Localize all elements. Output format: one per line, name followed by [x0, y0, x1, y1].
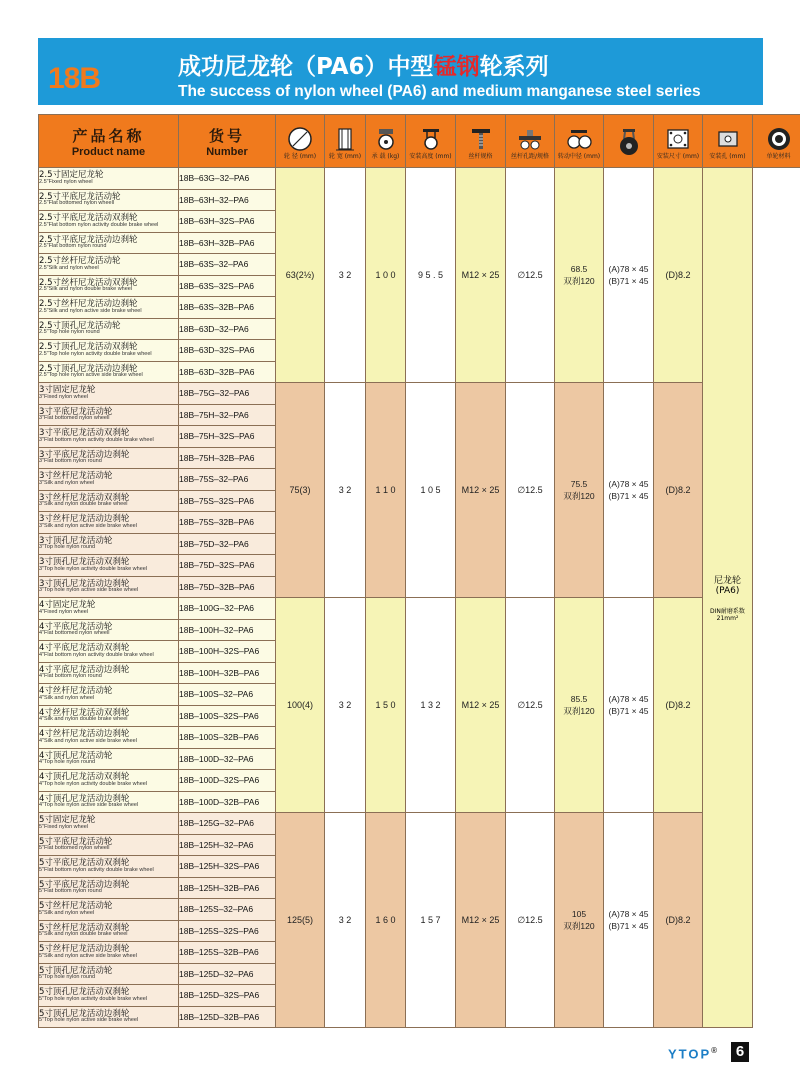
mount-height: 1 3 2 [406, 598, 456, 813]
product-name-cn: 3寸丝杆尼龙活动双刹轮 [39, 492, 130, 503]
product-name-cell [39, 619, 179, 641]
swivel-offset [555, 383, 604, 598]
load-capacity: 1 6 0 [366, 813, 406, 1028]
product-name-cn: 4寸丝杆尼龙活动轮 [39, 686, 113, 697]
product-name-cn: 4寸平底尼龙活动轮 [39, 621, 113, 632]
mount-size [604, 813, 654, 1028]
product-name-cell [39, 232, 179, 254]
product-name-cn: 4寸顶孔尼龙活动轮 [39, 750, 113, 761]
header-number-en: Number [206, 145, 248, 158]
header-plate-label: 丝杆孔距/规格 [510, 152, 550, 160]
product-name-en: 2.5"Fixed nylon wheel [39, 178, 93, 185]
product-number: 18B–125H–32B–PA6 [179, 877, 276, 899]
header-number-cn: 货号 [208, 126, 245, 145]
swivel-offset-value: 105 [571, 909, 587, 919]
screw-hole: ∅12.5 [506, 813, 555, 1028]
product-number: 18B–125S–32–PA6 [179, 899, 276, 921]
product-number: 18B–75S–32S–PA6 [179, 490, 276, 512]
header-number [179, 115, 276, 168]
product-name-cn: 5寸顶孔尼龙活动轮 [39, 965, 113, 976]
product-name-en: 2.5"Flat bottom nylon activity double brake wheel [39, 221, 159, 228]
product-name-cell [39, 684, 179, 706]
product-name-en: 3"Silk and nylon double brake wheel [39, 501, 128, 508]
mount-hole: (D)8.2 [654, 598, 703, 813]
table-row [39, 383, 800, 405]
wheel-width: 3 2 [325, 813, 366, 1028]
swivel-offset-value: 75.5 [570, 479, 588, 489]
product-name-cn: 5寸顶孔尼龙活动边刹轮 [39, 1008, 130, 1019]
header-material [753, 115, 800, 168]
header-load-label: 承 载 (kg) [371, 152, 400, 160]
page-title-en: The success of nylon wheel (PA6) and medium manganese steel series [178, 83, 701, 100]
product-name-cell [39, 168, 179, 190]
product-number: 18B–100D–32S–PA6 [179, 770, 276, 792]
mount-height: 1 5 7 [406, 813, 456, 1028]
swivel-offset-double-brake: 双刹120 [563, 276, 595, 286]
product-name-en: 4"Flat bottom nylon activity double brake wheel [39, 651, 154, 658]
product-name-cell [39, 1006, 179, 1028]
mount-hole: (D)8.2 [654, 813, 703, 1028]
product-name-en: 4"Top hole nylon activity double brake wheel [39, 780, 148, 787]
wheel-material-icon [766, 126, 792, 152]
mount-size-b: (B)71 × 45 [608, 706, 649, 716]
mount-size-b: (B)71 × 45 [608, 276, 649, 286]
product-name-en: 4"Top hole nylon round [39, 759, 96, 766]
product-number: 18B–100S–32S–PA6 [179, 705, 276, 727]
product-name-en: 2.5"Silk and nylon double brake wheel [39, 286, 133, 293]
product-number: 18B–63S–32S–PA6 [179, 275, 276, 297]
product-name-cell [39, 662, 179, 684]
product-name-cell [39, 297, 179, 319]
mount-size-a: (A)78 × 45 [608, 694, 649, 704]
product-number: 18B–75S–32–PA6 [179, 469, 276, 491]
header-product-cn: 产品名称 [72, 126, 145, 145]
table-header-row [39, 115, 800, 168]
product-name-en: 5"Top hole nylon activity double brake wheel [39, 995, 148, 1002]
product-name-cn: 4寸顶孔尼龙活动边刹轮 [39, 793, 130, 804]
product-name-cn: 4寸平底尼龙活动边刹轮 [39, 664, 130, 675]
product-number: 18B–100H–32B–PA6 [179, 662, 276, 684]
product-name-cell [39, 985, 179, 1007]
header-material-label: 单轮材料 [766, 152, 791, 160]
product-number: 18B–75G–32–PA6 [179, 383, 276, 405]
header-mount-hole-label: 安装孔 (mm) [709, 152, 746, 160]
product-name-cell [39, 512, 179, 534]
product-name-cell [39, 770, 179, 792]
product-name-cn: 2.5寸丝杆尼龙活动轮 [39, 256, 121, 267]
product-name-cn: 3寸平底尼龙活动轮 [39, 406, 113, 417]
product-name-cn: 5寸丝杆尼龙活动轮 [39, 901, 113, 912]
header-plate [506, 115, 555, 168]
product-name-en: 4"Silk and nylon active side brake wheel [39, 737, 137, 744]
product-number: 18B–100G–32–PA6 [179, 598, 276, 620]
product-name-cell [39, 254, 179, 276]
product-name-cn: 4寸固定尼龙轮 [39, 600, 96, 611]
series-code: 18B [48, 62, 101, 95]
tread-width-icon [332, 126, 358, 152]
caster-wheel-icon [616, 127, 642, 157]
header-wheel-photo [604, 115, 654, 168]
wheel-diameter: 100(4) [276, 598, 325, 813]
product-name-en: 2.5"Silk and nylon active side brake wheel [39, 307, 142, 314]
product-number: 18B–125G–32–PA6 [179, 813, 276, 835]
product-name-cell [39, 555, 179, 577]
header-screw [456, 115, 506, 168]
product-name-en: 5"Top hole nylon active side brake wheel [39, 1017, 139, 1024]
product-name-cell [39, 834, 179, 856]
swivel-offset [555, 813, 604, 1028]
header-mount-size-label: 安装尺寸 (mm) [656, 152, 700, 160]
product-name-cn: 2.5寸顶孔尼龙活动双刹轮 [39, 342, 138, 353]
material-note-din: DIN耐磨系数 [710, 608, 745, 615]
wheel-material-cell [703, 168, 753, 1028]
product-name-cell [39, 942, 179, 964]
product-name-cell [39, 361, 179, 383]
table-row [39, 813, 800, 835]
product-number: 18B–125H–32S–PA6 [179, 856, 276, 878]
product-number: 18B–100H–32–PA6 [179, 619, 276, 641]
product-name-cell [39, 469, 179, 491]
mount-hole-icon [715, 126, 741, 152]
header-height-label: 安装高度 (mm) [409, 152, 452, 160]
product-name-cell [39, 813, 179, 835]
product-number: 18B–63D–32S–PA6 [179, 340, 276, 362]
wheel-width: 3 2 [325, 598, 366, 813]
product-name-en: 2.5"Flat bottom nylon round [39, 243, 107, 250]
product-name-en: 3"Flat bottom nylon activity double brake wheel [39, 436, 154, 443]
product-name-cn: 2.5寸顶孔尼龙活动边刹轮 [39, 363, 138, 374]
product-name-cn: 5寸平底尼龙活动边刹轮 [39, 879, 130, 890]
table-row [39, 168, 800, 190]
product-name-en: 2.5"Flat bottomed nylon wheell [39, 200, 115, 207]
title-cn-highlight: 锰钢 [433, 54, 480, 80]
product-name-cn: 4寸顶孔尼龙活动双刹轮 [39, 772, 130, 783]
product-name-cn: 3寸顶孔尼龙活动轮 [39, 535, 113, 546]
product-name-en: 5"Flat bottom nylon activity double brake wheel [39, 866, 154, 873]
header-mount-size [654, 115, 703, 168]
product-name-en: 5"Silk and nylon active side brake wheel [39, 952, 137, 959]
product-number: 18B–75D–32B–PA6 [179, 576, 276, 598]
header-mount-hole [703, 115, 753, 168]
product-number: 18B–100H–32S–PA6 [179, 641, 276, 663]
product-name-cell [39, 447, 179, 469]
product-number: 18B–125D–32–PA6 [179, 963, 276, 985]
swivel-offset-double-brake: 双刹120 [563, 491, 595, 501]
table-row [39, 598, 800, 620]
product-name-cn: 5寸丝杆尼龙活动双刹轮 [39, 922, 130, 933]
product-number: 18B–100D–32–PA6 [179, 748, 276, 770]
top-plate-icon [516, 126, 544, 152]
product-name-en: 2.5"Silk and nylon wheel [39, 264, 99, 271]
product-name-cell [39, 404, 179, 426]
product-name-cn: 3寸顶孔尼龙活动边刹轮 [39, 578, 130, 589]
product-number: 18B–100S–32B–PA6 [179, 727, 276, 749]
product-name-cn: 3寸丝杆尼龙活动边刹轮 [39, 514, 130, 525]
mount-size-a: (A)78 × 45 [608, 264, 649, 274]
product-number: 18B–63S–32–PA6 [179, 254, 276, 276]
product-name-cn: 3寸平底尼龙活动边刹轮 [39, 449, 130, 460]
product-name-cell [39, 791, 179, 813]
screw-spec: M12 × 25 [456, 383, 506, 598]
product-name-en: 5"Flat bottomed nylon wheell [39, 845, 110, 852]
material-name: 尼龙轮 [713, 576, 741, 586]
product-name-en: 3"Silk and nylon wheel [39, 479, 95, 486]
header-load [366, 115, 406, 168]
page-title-cn [178, 48, 549, 81]
product-name-cn: 5寸平底尼龙活动轮 [39, 836, 113, 847]
swivel-offset-double-brake: 双刹120 [563, 706, 595, 716]
product-name-en: 3"Silk and nylon active side brake wheel [39, 522, 137, 529]
product-number: 18B–125D–32S–PA6 [179, 985, 276, 1007]
title-cn-part-1: 成功尼龙轮（PA6）中型 [178, 54, 434, 80]
brand-name: YTOP [668, 1046, 712, 1062]
header-screw-label: 丝杆规格 [468, 152, 493, 160]
mount-size-b: (B)71 × 45 [608, 921, 649, 931]
material-note-value: 21mm² [716, 615, 739, 622]
product-name-cn: 3寸顶孔尼龙活动双刹轮 [39, 557, 130, 568]
load-capacity: 1 1 0 [366, 383, 406, 598]
header-diameter-label: 轮 径 (mm) [283, 152, 317, 160]
product-number: 18B–63H–32–PA6 [179, 189, 276, 211]
product-name-cn: 5寸丝杆尼龙活动边刹轮 [39, 944, 130, 955]
screw-spec: M12 × 25 [456, 168, 506, 383]
product-name-cell [39, 533, 179, 555]
product-name-cell [39, 705, 179, 727]
product-name-cn: 3寸固定尼龙轮 [39, 385, 96, 396]
screw-hole: ∅12.5 [506, 598, 555, 813]
product-name-cell [39, 963, 179, 985]
product-number: 18B–100S–32–PA6 [179, 684, 276, 706]
screw-hole: ∅12.5 [506, 383, 555, 598]
swivel-offset-value: 68.5 [570, 264, 588, 274]
product-name-cell [39, 576, 179, 598]
mount-plate-icon [665, 126, 691, 152]
product-name-en: 4"Silk and nylon wheel [39, 694, 95, 701]
product-name-cell [39, 598, 179, 620]
header-width-label: 轮 宽 (mm) [328, 152, 362, 160]
product-name-en: 3"Flat bottomed nylon wheell [39, 415, 110, 422]
swivel-offset-icon [565, 126, 593, 152]
product-name-cn: 4寸丝杆尼龙活动边刹轮 [39, 729, 130, 740]
product-name-en: 2.5"Top hole nylon round [39, 329, 100, 336]
product-name-cn: 5寸顶孔尼龙活动双刹轮 [39, 987, 130, 998]
product-name-cn: 2.5寸丝杆尼龙活动双刹轮 [39, 277, 138, 288]
header-offset [555, 115, 604, 168]
product-number: 18B–75H–32S–PA6 [179, 426, 276, 448]
wheel-width: 3 2 [325, 168, 366, 383]
registered-mark: ® [711, 1046, 720, 1055]
header-height [406, 115, 456, 168]
product-number: 18B–75S–32B–PA6 [179, 512, 276, 534]
product-number: 18B–125S–32S–PA6 [179, 920, 276, 942]
product-name-en: 3"Fixed nylon wheel [39, 393, 89, 400]
product-name-cn: 5寸平底尼龙活动双刹轮 [39, 858, 130, 869]
mount-height-icon [418, 126, 444, 152]
product-name-cn: 4寸丝杆尼龙活动双刹轮 [39, 707, 130, 718]
swivel-offset [555, 168, 604, 383]
product-name-en: 4"Flat bottomed nylon wheell [39, 630, 110, 637]
mount-height: 9 5 . 5 [406, 168, 456, 383]
mount-height: 1 0 5 [406, 383, 456, 598]
product-name-en: 3"Top hole nylon round [39, 544, 96, 551]
swivel-offset [555, 598, 604, 813]
product-name-en: 5"Top hole nylon round [39, 974, 96, 981]
product-name-cell [39, 490, 179, 512]
product-name-en: 3"Top hole nylon active side brake wheel [39, 587, 139, 594]
product-number: 18B–125H–32–PA6 [179, 834, 276, 856]
product-name-cell [39, 727, 179, 749]
product-name-en: 3"Flat bottom nylon round [39, 458, 102, 465]
mount-size-b: (B)71 × 45 [608, 491, 649, 501]
screw-stem-icon [468, 126, 494, 152]
screw-spec: M12 × 25 [456, 598, 506, 813]
product-number: 18B–63H–32S–PA6 [179, 211, 276, 233]
spec-table [38, 114, 800, 1028]
mount-hole: (D)8.2 [654, 168, 703, 383]
mount-size [604, 598, 654, 813]
product-name-en: 3"Top hole nylon activity double brake wheel [39, 565, 148, 572]
product-name-en: 4"Flat bottom nylon round [39, 673, 102, 680]
product-name-cn: 2.5寸平底尼龙活动轮 [39, 191, 121, 202]
product-number: 18B–63S–32B–PA6 [179, 297, 276, 319]
wheel-width: 3 2 [325, 383, 366, 598]
product-name-cell [39, 899, 179, 921]
product-name-cell [39, 877, 179, 899]
product-name-cell [39, 641, 179, 663]
product-number: 18B–75H–32–PA6 [179, 404, 276, 426]
mount-size [604, 168, 654, 383]
product-name-en: 4"Fixed nylon wheel [39, 608, 89, 615]
product-name-cn: 2.5寸顶孔尼龙活动轮 [39, 320, 121, 331]
header-offset-label: 转动中径 (mm) [557, 152, 601, 160]
wheel-diameter: 75(3) [276, 383, 325, 598]
product-name-cell [39, 318, 179, 340]
product-name-cn: 2.5寸平底尼龙活动双刹轮 [39, 213, 138, 224]
product-name-cn: 2.5寸平底尼龙活动边刹轮 [39, 234, 138, 245]
product-number: 18B–75H–32B–PA6 [179, 447, 276, 469]
load-capacity: 1 0 0 [366, 168, 406, 383]
brand-logo [668, 1046, 719, 1061]
product-name-en: 4"Top hole nylon active side brake wheel [39, 802, 139, 809]
product-name-cell [39, 920, 179, 942]
product-number: 18B–75D–32S–PA6 [179, 555, 276, 577]
material-code: (PA6) [715, 586, 740, 596]
wheel-diameter: 63(2½) [276, 168, 325, 383]
product-number: 18B–63G–32–PA6 [179, 168, 276, 190]
product-number: 18B–63D–32–PA6 [179, 318, 276, 340]
product-name-cn: 2.5寸丝杆尼龙活动边刹轮 [39, 299, 138, 310]
mount-hole: (D)8.2 [654, 383, 703, 598]
product-name-cn: 5寸固定尼龙轮 [39, 815, 96, 826]
page-number: 6 [731, 1042, 749, 1062]
product-number: 18B–125D–32B–PA6 [179, 1006, 276, 1028]
product-number: 18B–75D–32–PA6 [179, 533, 276, 555]
header-product-en: Product name [71, 145, 146, 158]
wheel-diameter: 125(5) [276, 813, 325, 1028]
product-number: 18B–63D–32B–PA6 [179, 361, 276, 383]
screw-spec: M12 × 25 [456, 813, 506, 1028]
product-name-cell [39, 189, 179, 211]
load-icon [373, 126, 399, 152]
swivel-offset-double-brake: 双刹120 [563, 921, 595, 931]
product-name-cn: 3寸平底尼龙活动双刹轮 [39, 428, 130, 439]
mount-size-a: (A)78 × 45 [608, 909, 649, 919]
product-name-cell [39, 856, 179, 878]
product-number: 18B–125S–32B–PA6 [179, 942, 276, 964]
product-number: 18B–100D–32B–PA6 [179, 791, 276, 813]
product-number: 18B–63H–32B–PA6 [179, 232, 276, 254]
product-name-en: 4"Silk and nylon double brake wheel [39, 716, 128, 723]
screw-hole: ∅12.5 [506, 168, 555, 383]
swivel-offset-value: 85.5 [570, 694, 588, 704]
product-name-cn: 4寸平底尼龙活动双刹轮 [39, 643, 130, 654]
mount-size-a: (A)78 × 45 [608, 479, 649, 489]
product-name-cn: 3寸丝杆尼龙活动轮 [39, 471, 113, 482]
product-name-cell [39, 748, 179, 770]
title-cn-part-2: 轮系列 [479, 54, 549, 80]
product-name-cell [39, 211, 179, 233]
product-name-en: 5"Fixed nylon wheel [39, 823, 89, 830]
product-name-cell [39, 275, 179, 297]
product-name-en: 5"Silk and nylon double brake wheel [39, 931, 128, 938]
mount-size [604, 383, 654, 598]
header-diameter [276, 115, 325, 168]
product-name-cell [39, 383, 179, 405]
product-name-en: 5"Flat bottom nylon round [39, 888, 102, 895]
product-name-cn: 2.5寸固定尼龙轮 [39, 170, 104, 181]
product-name-cell [39, 340, 179, 362]
load-capacity: 1 5 0 [366, 598, 406, 813]
product-name-en: 2.5"Top hole nylon active side brake wheel [39, 372, 143, 379]
product-name-cell [39, 426, 179, 448]
product-name-en: 5"Silk and nylon wheel [39, 909, 95, 916]
product-name-en: 2.5"Top hole nylon activity double brake wheel [39, 350, 152, 357]
diameter-icon [287, 126, 313, 152]
header-width [325, 115, 366, 168]
header-product [39, 115, 179, 168]
